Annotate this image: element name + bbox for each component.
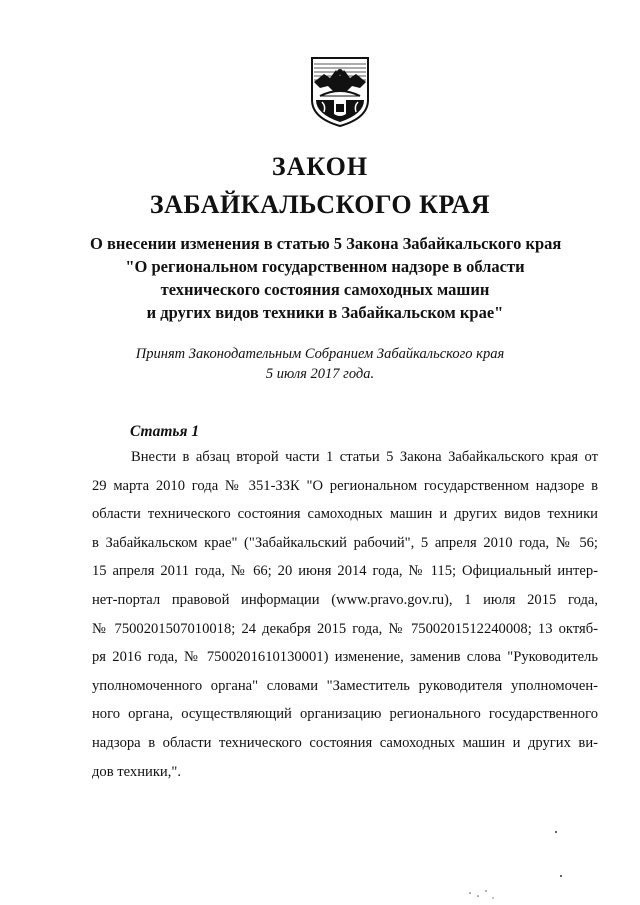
body-line: ного органа, осуществляющий организацию регионального государственного: [92, 706, 598, 723]
subtitle-line: О внесении изменения в статью 5 Закона Забайкальского края: [90, 234, 562, 253]
law-subtitle: [90, 232, 560, 324]
body-line: уполномоченного органа" словами "Заместитель руководителя уполномочен-: [92, 677, 598, 694]
article-body: [92, 443, 598, 786]
body-line: области технического состояния самоходных машин и других видов техники: [92, 506, 598, 523]
body-line: нет-портал правовой информации (www.pravo.gov.ru), 1 июля 2015 года,: [92, 591, 598, 608]
body-line: ря 2016 года, № 7500201610130001) изменение, заменив слова "Руководитель: [92, 649, 598, 666]
coat-of-arms-icon: [310, 56, 370, 128]
adoption-date: 5 июля 2017 года.: [265, 366, 375, 382]
article-heading: Статья 1: [130, 423, 200, 440]
subtitle-line: "О региональном государственном надзоре в области: [125, 257, 525, 276]
adoption-note: [0, 344, 640, 384]
subtitle-line: и других видов техники в Забайкальском крае": [146, 303, 504, 322]
body-line: 15 апреля 2011 года, № 66; 20 июня 2014 года, № 115; Официальный интер-: [92, 563, 598, 580]
body-line: Внести в абзац второй части 1 статьи 5 Закона Забайкальского края от: [131, 449, 598, 465]
body-line: надзора в области технического состояния самоходных машин и других ви-: [92, 734, 598, 751]
region-title: ЗАБАЙКАЛЬСКОГО КРАЯ: [149, 190, 491, 219]
subtitle-line: технического состояния самоходных машин: [160, 280, 490, 299]
body-line: дов техники,".: [92, 763, 181, 780]
body-line: 29 марта 2010 года № 351-ЗЗК "О региональном государственном надзоре в: [92, 477, 598, 494]
adoption-body: Принят Законодательным Собранием Забайкальского края: [135, 346, 505, 362]
law-title: ЗАКОН: [271, 152, 369, 181]
body-line: в Забайкальском крае" ("Забайкальский рабочий", 5 апреля 2010 года, № 56;: [92, 534, 598, 551]
body-line: № 7500201507010018; 24 декабря 2015 года, № 7500201512240008; 13 октяб-: [92, 620, 598, 637]
